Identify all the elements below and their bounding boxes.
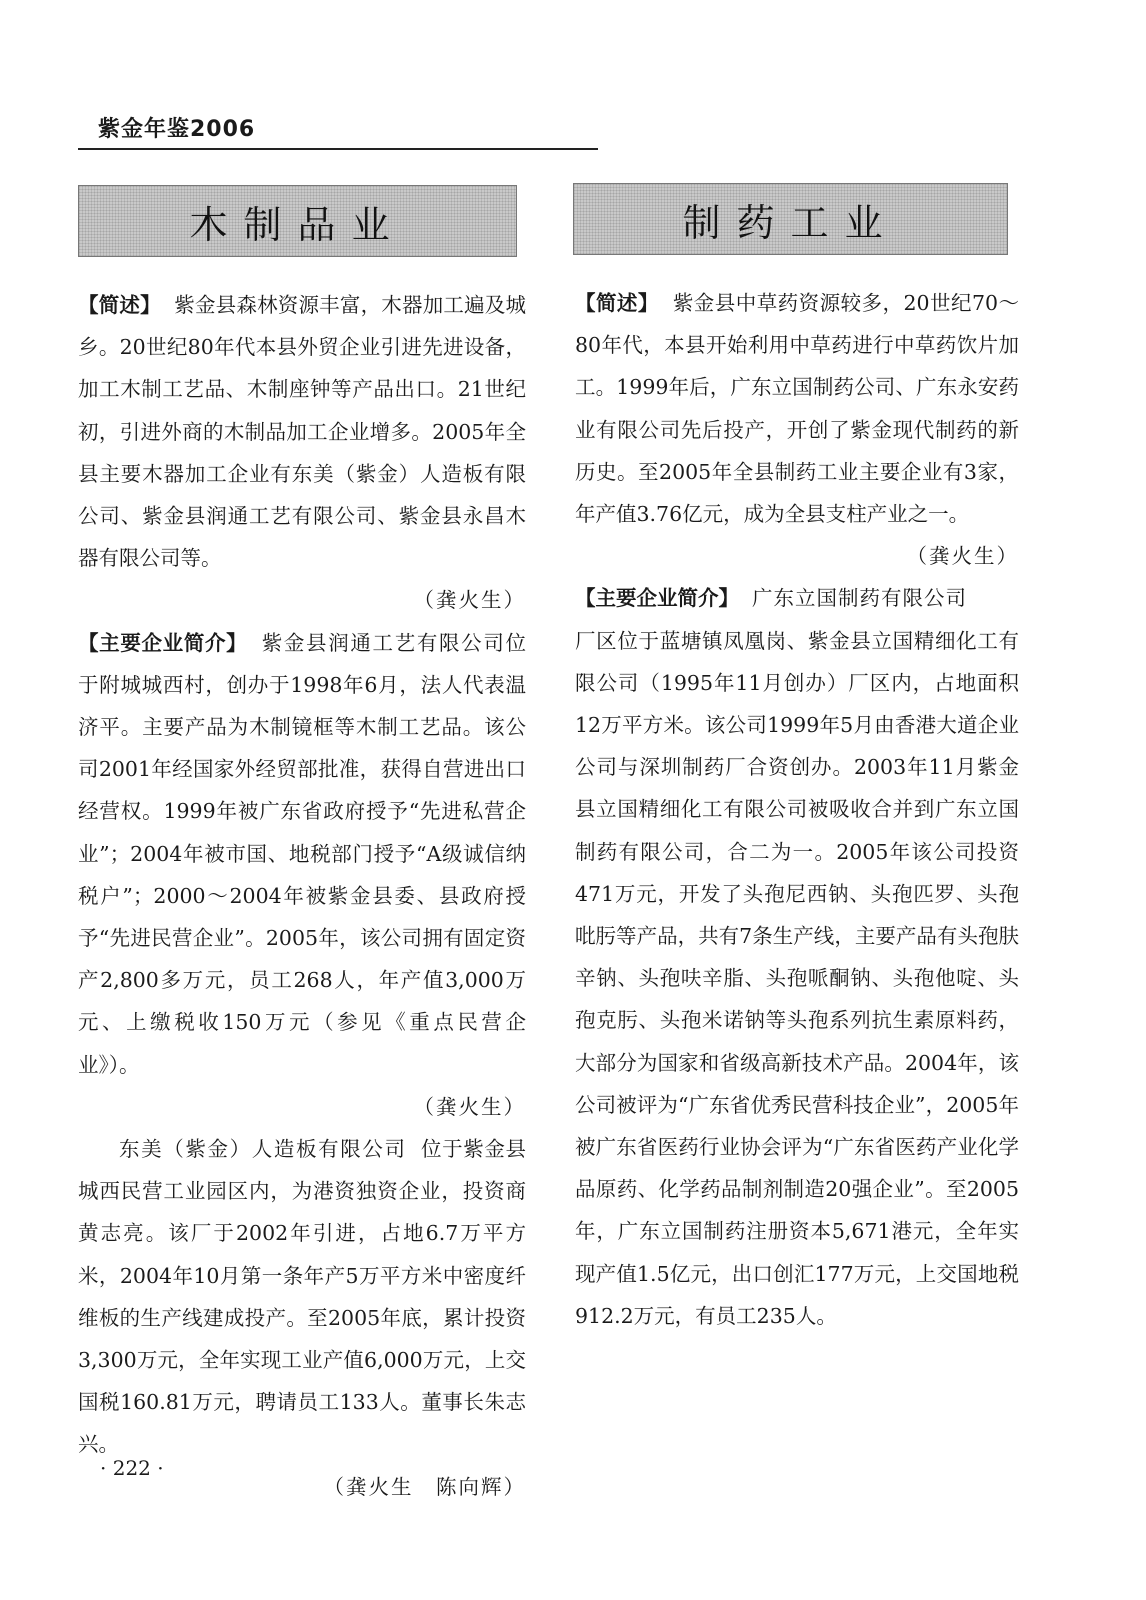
company-text: 位于附城城西村，创办于1998年6月，法人代表温济平。主要产品为木制镜框等木制工艺品。该公司2001年经国家外经贸部批准，获得自营进出口经营权。1999年被广东省政府授予“先进私营企业”；2004年被市国、地税部门授予“A级诚信纳税户”；2000～2004年被紫金县委、县政府授予“先进民营企业”。2005年，该公司拥有固定资产2,800多万元，员工268人，年产值3,000万元、上缴税收150万元（参见《重点民营企业》）。	[78, 630, 527, 1077]
running-title: 紫金年鉴2006	[98, 117, 256, 142]
company-paragraph	[78, 622, 526, 1086]
company-name: 紫金县润通工艺有限公司	[261, 630, 506, 655]
company-author: （龚火生）	[413, 1094, 526, 1119]
company-name: 广东立国制药有限公司	[752, 586, 968, 611]
overview-tag: 【简述】	[78, 293, 161, 317]
company-name: 东美（紫金）人造板有限公司	[119, 1137, 407, 1162]
enterprises-tag: 【主要企业简介】	[575, 586, 739, 611]
overview-author: （龚火生）	[413, 588, 526, 613]
company-text: 厂区位于蓝塘镇凤凰岗、紫金县立国精细化工有限公司（1995年11月创办）厂区内，占地面积12万平方米。该公司1999年5月由香港大道企业公司与深圳制药厂合资创办。2003年11月紫金县立国精细化工有限公司被吸收合并到广东立国制药有限公司，合二为一。2005年该公司投资471万元，开发了头孢尼西钠、头孢匹罗、头孢吡肟等产品，共有7条生产线，主要产品有头孢肤辛钠、头孢呋辛脂、头孢哌酮钠、头孢他啶、头孢克肟、头孢米诺钠等头孢系列抗生素原料药，大部分为国家和省级高新技术产品。2004年，该公司被评为“广东省优秀民营科技企业”，2005年被广东省医药行业协会评为“广东省医药产业化学品原药、化学药品制剂制造20强企业”。至2005年，广东立国制药注册资本5,671港元，全年实现产值1.5亿元，出口创汇177万元，上交国地税912.2万元，有员工235人。	[575, 628, 1019, 1328]
overview-tag: 【简述】	[575, 291, 659, 315]
overview-text: 紫金县森林资源丰富，木器加工遍及城乡。20世纪80年代本县外贸企业引进先进设备，加工木制工艺品、木制座钟等产品出口。21世纪初，引进外商的木制品加工企业增多。2005年全县主要木器加工企业有东美（紫金）人造板有限公司、紫金县润通工艺有限公司、紫金县永昌木器有限公司等。	[78, 293, 527, 571]
overview-paragraph	[78, 284, 526, 579]
section-banner-pharma	[573, 183, 1008, 255]
page-number: · 222 ·	[100, 1456, 164, 1480]
header-rule	[78, 148, 598, 150]
company-text: 位于紫金县城西民营工业园区内，为港资独资企业，投资商黄志亮。该厂于2002年引进，占地6.7万平方米，2004年10月第一条年产5万平方米中密度纤维板的生产线建成投产。至2005年底，累计投资3,300万元，全年实现工业产值6,000万元，上交国税160.81万元，聘请员工133人。董事长朱志兴。	[78, 1137, 527, 1457]
right-column	[575, 282, 1019, 1337]
overview-text: 紫金县中草药资源较多，20世纪70～80年代，本县开始利用中草药进行中草药饮片加工。1999年后，广东立国制药公司、广东永安药业有限公司先后投产，开创了紫金现代制药的新历史。至2005年全县制药工业主要企业有3家，年产值3.76亿元，成为全县支柱产业之一。	[575, 291, 1020, 527]
section-title-wood: 木制品业	[189, 202, 406, 247]
overview-paragraph	[575, 282, 1019, 535]
overview-author: （龚火生）	[906, 544, 1019, 569]
company-paragraph	[575, 577, 1019, 1337]
section-title-pharma: 制药工业	[682, 200, 899, 245]
left-column	[78, 284, 526, 1508]
company-author: （龚火生 陈向辉）	[323, 1474, 526, 1499]
company-paragraph	[78, 1128, 526, 1466]
section-banner-wood	[78, 185, 517, 257]
enterprises-tag: 【主要企业简介】	[78, 630, 248, 655]
